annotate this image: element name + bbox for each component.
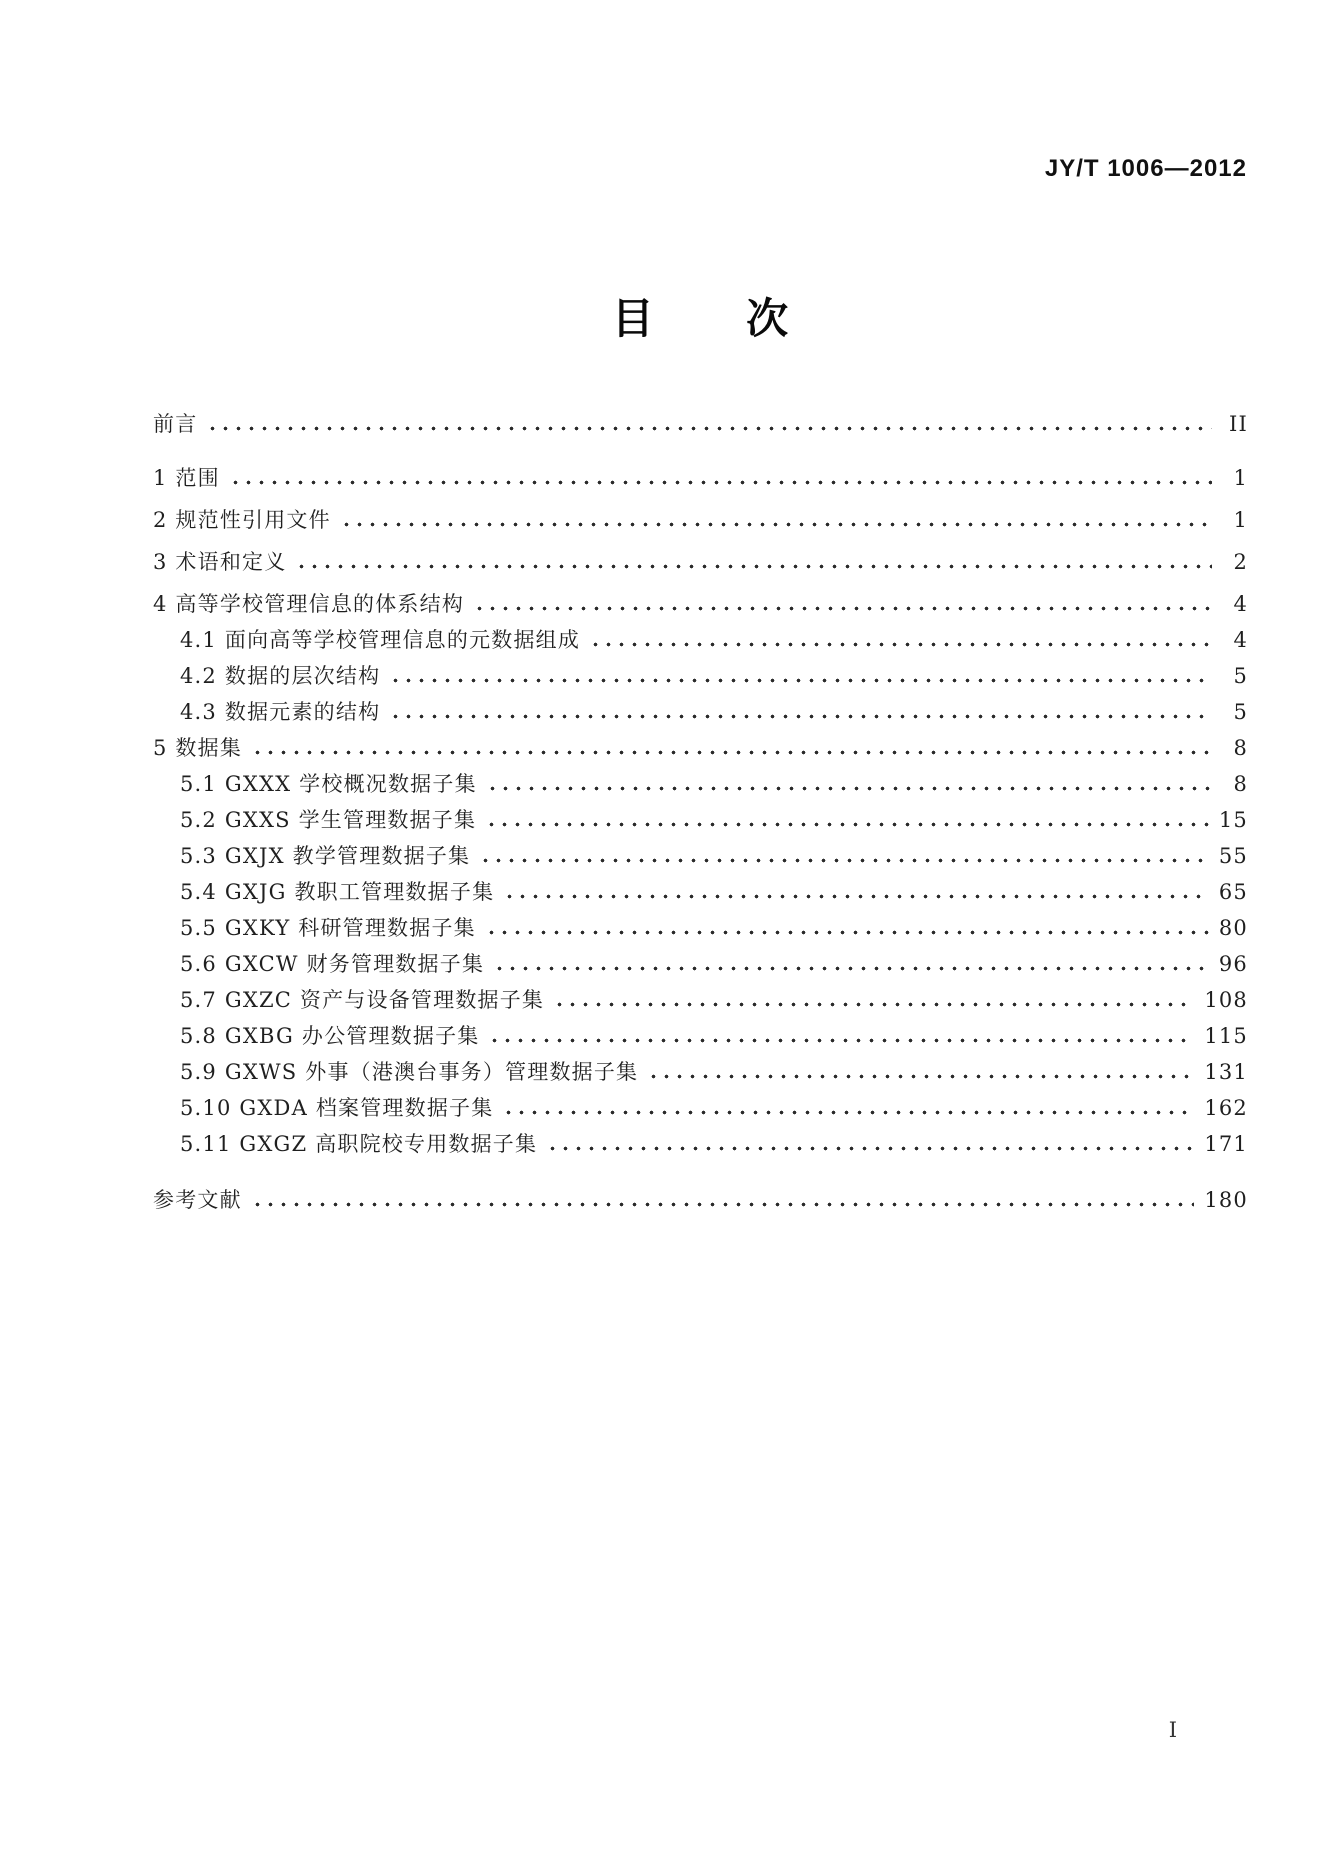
- dot-leader: [229, 480, 1212, 485]
- toc-entry-label: 5.9 GXWS 外事（港澳台事务）管理数据子集: [180, 1060, 639, 1084]
- toc-entry-page: 162: [1204, 1096, 1248, 1120]
- dot-leader: [553, 1002, 1194, 1007]
- toc-entry: [153, 462, 1248, 498]
- toc-entry-page: 65: [1218, 880, 1248, 904]
- dot-leader: [251, 1202, 1195, 1207]
- toc-entry-page: 131: [1204, 1060, 1248, 1084]
- toc-entry: [153, 1184, 1248, 1220]
- standard-number-header: JY/T 1006—2012: [1044, 155, 1247, 182]
- dot-leader: [486, 786, 1212, 791]
- toc-entry-page: 171: [1204, 1132, 1248, 1156]
- dot-leader: [479, 858, 1209, 863]
- dot-leader: [502, 1110, 1194, 1115]
- toc-entry-label: 4 高等学校管理信息的体系结构: [153, 592, 465, 616]
- toc-entry: [153, 876, 1248, 912]
- toc-entry-label: 前言: [153, 412, 198, 436]
- toc-entry-label: 5.5 GXKY 科研管理数据子集: [180, 916, 476, 940]
- toc-entry: [153, 696, 1248, 732]
- toc-entry-page: 15: [1218, 808, 1248, 832]
- toc-entry-label: 5.10 GXDA 档案管理数据子集: [180, 1096, 494, 1120]
- toc-entry-page: 8: [1233, 736, 1248, 760]
- dot-leader: [389, 714, 1212, 719]
- page-title-wrap: [153, 286, 1247, 346]
- toc-entry-page: 4: [1233, 592, 1248, 616]
- toc-entry-label: 5.1 GXXX 学校概况数据子集: [180, 772, 477, 796]
- toc-entry: [153, 1092, 1248, 1128]
- page-title: 目次: [611, 294, 881, 343]
- dot-leader: [251, 750, 1212, 755]
- toc-entry-label: 1 范围: [153, 466, 220, 490]
- toc-entry-page: 2: [1233, 550, 1248, 574]
- toc-entry-label: 5.7 GXZC 资产与设备管理数据子集: [180, 988, 545, 1012]
- toc-entry-label: 2 规范性引用文件: [153, 508, 331, 532]
- toc-entry: [153, 984, 1248, 1020]
- toc-entry: [153, 1056, 1248, 1092]
- dot-leader: [340, 522, 1212, 527]
- dot-leader: [503, 894, 1209, 899]
- toc-entry: [153, 588, 1248, 624]
- toc-entry-label: 4.1 面向高等学校管理信息的元数据组成: [180, 628, 581, 652]
- toc-entry: [153, 660, 1248, 696]
- footer-page-number: I: [1168, 1718, 1177, 1742]
- toc-entry-label: 4.2 数据的层次结构: [180, 664, 381, 688]
- toc-entry: [153, 768, 1248, 804]
- dot-leader: [488, 1038, 1194, 1043]
- toc-entry: [153, 840, 1248, 876]
- toc-entry: [153, 1020, 1248, 1056]
- toc-entry: [153, 804, 1248, 840]
- dot-leader: [493, 966, 1209, 971]
- dot-leader: [389, 678, 1212, 683]
- toc-entry: [153, 504, 1248, 540]
- toc-entry-page: 180: [1204, 1188, 1248, 1212]
- toc-entry-page: 4: [1233, 628, 1248, 652]
- dot-leader: [295, 564, 1212, 569]
- toc-entry: [153, 408, 1248, 444]
- toc-entry-page: 55: [1218, 844, 1248, 868]
- dot-leader: [589, 642, 1212, 647]
- toc-entry-label: 3 术语和定义: [153, 550, 287, 574]
- toc-entry-label: 4.3 数据元素的结构: [180, 700, 381, 724]
- toc-entry-page: 1: [1233, 508, 1248, 532]
- toc-entry-label: 参考文献: [153, 1188, 242, 1212]
- toc-entry-page: 5: [1233, 664, 1248, 688]
- toc-entry-label: 5.2 GXXS 学生管理数据子集: [180, 808, 477, 832]
- toc-entry-page: 1: [1233, 466, 1248, 490]
- toc-entry-page: II: [1229, 412, 1248, 436]
- toc-entry-label: 5.3 GXJX 教学管理数据子集: [180, 844, 471, 868]
- table-of-contents: [153, 408, 1248, 1220]
- toc-entry: [153, 546, 1248, 582]
- toc-entry: [153, 1128, 1248, 1164]
- dot-leader: [206, 426, 1212, 431]
- dot-leader: [546, 1146, 1194, 1151]
- toc-entry-label: 5.8 GXBG 办公管理数据子集: [180, 1024, 480, 1048]
- toc-entry: [153, 912, 1248, 948]
- toc-entry-page: 8: [1233, 772, 1248, 796]
- toc-entry-page: 80: [1218, 916, 1248, 940]
- toc-entry-label: 5.11 GXGZ 高职院校专用数据子集: [180, 1132, 538, 1156]
- dot-leader: [473, 606, 1212, 611]
- toc-entry-label: 5 数据集: [153, 736, 243, 760]
- toc-entry: [153, 624, 1248, 660]
- dot-leader: [647, 1074, 1194, 1079]
- toc-entry-label: 5.6 GXCW 财务管理数据子集: [180, 952, 485, 976]
- toc-entry-page: 5: [1233, 700, 1248, 724]
- toc-entry-label: 5.4 GXJG 教职工管理数据子集: [180, 880, 495, 904]
- toc-entry: [153, 732, 1248, 768]
- dot-leader: [485, 930, 1209, 935]
- toc-entry-page: 108: [1204, 988, 1248, 1012]
- toc-entry-page: 115: [1204, 1024, 1248, 1048]
- toc-entry-page: 96: [1218, 952, 1248, 976]
- dot-leader: [485, 822, 1209, 827]
- toc-entry: [153, 948, 1248, 984]
